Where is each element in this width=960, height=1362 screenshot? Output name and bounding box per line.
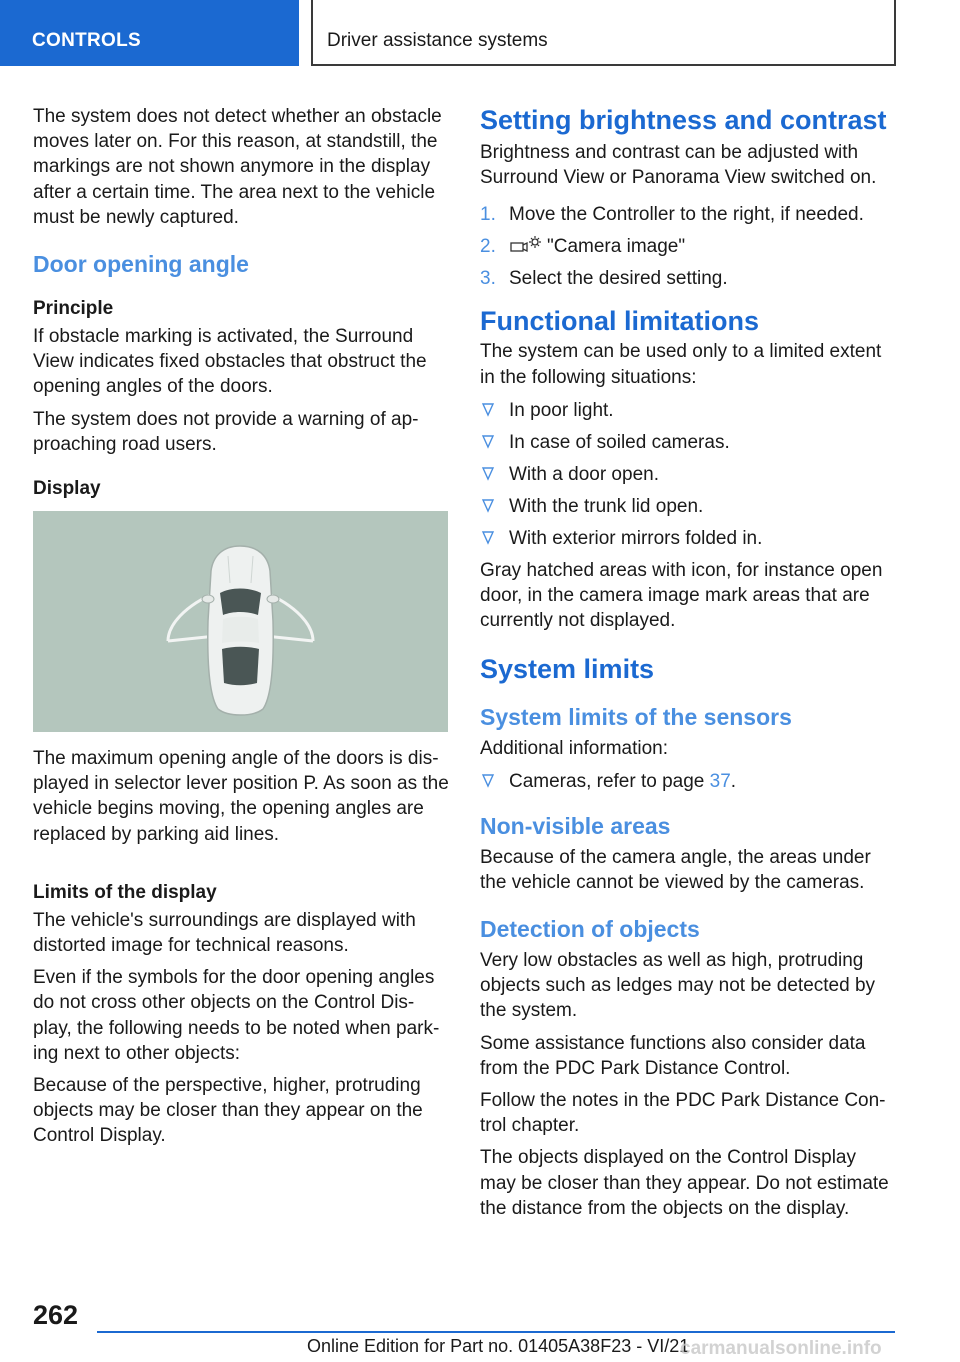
step-item xyxy=(480,202,895,227)
step-item xyxy=(480,234,895,259)
principle-paragraph-1: If obstacle marking is activated, the Surround View indicates fixed obstacles that obstruct the opening angles of the doors. xyxy=(33,326,427,398)
limits-of-display-heading: Limits of the display xyxy=(33,881,217,903)
header-chapter-title: Driver assistance systems xyxy=(311,0,896,66)
detection-paragraph-3: Follow the notes in the PDC Park Distance Con-trol chapter. xyxy=(480,1090,886,1137)
limits-paragraph-3: Because of the perspective, higher, protruding objects may be closer than they appear on the Control Display. xyxy=(33,1075,423,1147)
triangle-bullet-icon xyxy=(481,434,495,450)
detection-of-objects-heading: Detection of objects xyxy=(480,916,700,943)
list-item xyxy=(480,769,895,794)
list-item xyxy=(480,494,895,519)
camera-settings-icon xyxy=(509,235,543,255)
page-37-link[interactable]: 37 xyxy=(709,770,731,792)
detection-paragraph-2: Some assistance functions also consider data from the PDC Park Distance Control. xyxy=(480,1032,866,1079)
step-text: Move the Controller to the right, if needed. xyxy=(509,204,864,226)
list-item xyxy=(480,462,895,487)
sensors-list xyxy=(480,769,895,794)
triangle-bullet-icon xyxy=(481,530,495,546)
footer-edition-text: Online Edition for Part no. 01405A38F23 - VI/21 xyxy=(307,1336,690,1356)
list-item xyxy=(480,430,895,455)
list-item-text: In case of soiled cameras. xyxy=(509,431,730,453)
detection-paragraph-4: The objects displayed on the Control Display may be closer than they appear. Do not estimate the distance from the objects on the display. xyxy=(480,1147,889,1219)
step-number: 2. xyxy=(480,236,496,258)
brightness-contrast-heading: Setting brightness and contrast xyxy=(480,105,887,135)
triangle-bullet-icon xyxy=(481,402,495,418)
display-heading: Display xyxy=(33,478,101,500)
list-item-text: With exterior mirrors folded in. xyxy=(509,527,763,549)
non-visible-paragraph: Because of the camera angle, the areas under the vehicle cannot be viewed by the cameras. xyxy=(480,846,871,893)
site-watermark: carmanualsonline.info xyxy=(680,1338,882,1359)
list-item xyxy=(480,526,895,551)
page-number: 262 xyxy=(33,1300,79,1330)
left-column xyxy=(33,104,451,1156)
functional-paragraph: The system can be used only to a limited extent in the following situations: xyxy=(480,341,882,388)
functional-limitations-heading: Functional limitations xyxy=(480,306,760,337)
principle-paragraph-2: The system does not provide a warning of ap-proaching road users. xyxy=(33,408,419,455)
header-section-title: CONTROLS xyxy=(0,0,299,66)
cameras-reference-suffix: . xyxy=(730,770,737,792)
step-item xyxy=(480,266,895,291)
limits-paragraph-2: Even if the symbols for the door opening angles do not cross other objects on the Control Dis-play, the following needs to be noted when park-ing next to other objects: xyxy=(33,967,440,1064)
right-column xyxy=(480,104,895,1228)
limits-paragraph-1: The vehicle's surroundings are displayed with distorted image for technical reasons. xyxy=(33,909,416,957)
step-text: Select the desired setting. xyxy=(509,268,728,290)
functional-limitations-list xyxy=(480,398,895,551)
vehicle-top-view-illustration xyxy=(33,511,448,732)
non-visible-areas-heading: Non-visible areas xyxy=(480,812,671,839)
triangle-bullet-icon xyxy=(481,498,495,514)
intro-paragraph: The system does not detect whether an obstacle moves later on. For this reason, at standstill, the markings are not shown anymore in the display after a certain time. The area next to the vehicle must be newly captured. xyxy=(33,106,442,228)
list-item-text: In poor light. xyxy=(509,399,614,421)
sensors-heading: System limits of the sensors xyxy=(480,704,792,731)
door-opening-angle-figure xyxy=(33,511,448,732)
brightness-paragraph: Brightness and contrast can be adjusted with Surround View or Panorama View switched on. xyxy=(480,142,877,189)
cameras-reference-text: Cameras, refer to page xyxy=(509,770,710,792)
triangle-bullet-icon xyxy=(481,466,495,482)
additional-info-text: Additional information: xyxy=(480,738,668,760)
step-text: "Camera image" xyxy=(547,236,686,258)
display-paragraph: The maximum opening angle of the doors is dis-played in selector lever position P. As soon as the vehicle begins moving, the opening angles are replaced by parking aid lines. xyxy=(33,748,449,845)
principle-heading: Principle xyxy=(33,298,114,320)
step-number: 3. xyxy=(480,268,496,290)
detection-paragraph-1: Very low obstacles as well as high, protruding objects such as ledges may not be detected by the system. xyxy=(480,950,876,1022)
list-item xyxy=(480,398,895,423)
system-limits-heading: System limits xyxy=(480,654,655,685)
brightness-steps-list xyxy=(480,202,895,291)
step-number: 1. xyxy=(480,204,496,226)
door-opening-angle-heading: Door opening angle xyxy=(33,251,249,278)
triangle-bullet-icon xyxy=(481,773,495,789)
list-item-text: With the trunk lid open. xyxy=(509,495,704,517)
list-item-text: With a door open. xyxy=(509,463,659,485)
footer-rule xyxy=(97,1331,895,1333)
gray-hatched-paragraph: Gray hatched areas with icon, for instance open door, in the camera image mark areas that are currently not displayed. xyxy=(480,559,883,632)
